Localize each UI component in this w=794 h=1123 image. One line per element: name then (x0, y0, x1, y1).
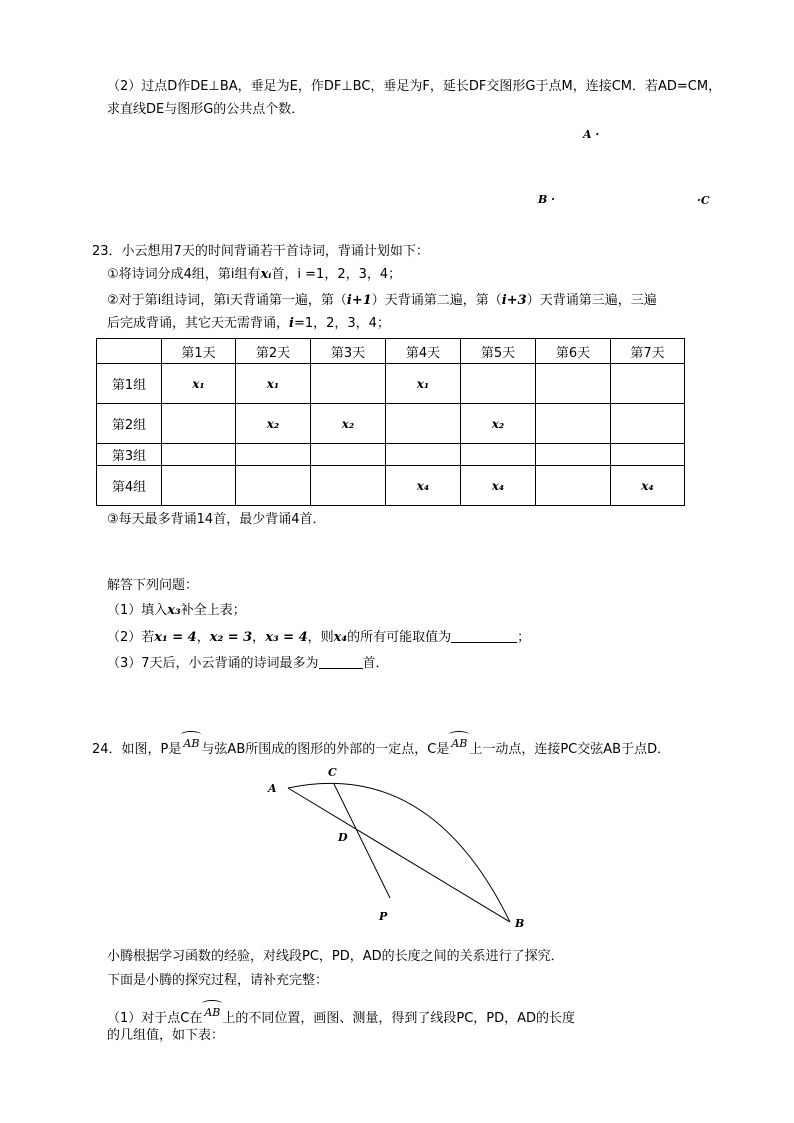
q23-rule1: ①将诗词分成4组，第i组有xᵢ首，i =1，2，3，4； (107, 267, 402, 282)
q24-intro: 24．如图，P是 AB 与弦AB所围成的图形的外部的一定点，C是 AB 上一动点，连接PC交弦AB于点D． (92, 737, 671, 757)
table-header-cell: 第4天 (386, 339, 461, 364)
table-row-label: 第1组 (97, 364, 162, 404)
arc-ab-symbol: AB (181, 735, 201, 753)
label-a: A (268, 782, 277, 795)
q22-point-c: ·C (697, 194, 710, 207)
arc-ab (288, 783, 510, 922)
table-row-label: 第2组 (97, 404, 162, 444)
q23-question2: （2）若x₁ = 4，x₂ = 3，x₃ = 4，则x₄的所有可能取值为 ； (107, 630, 531, 645)
label-b: B (515, 917, 525, 930)
label-p: P (379, 910, 388, 923)
table-header-cell: 第6天 (536, 339, 611, 364)
q23-question3: （3）7天后，小云背诵的诗词最多为 首． (107, 656, 389, 671)
table-cell: x₂ (236, 404, 311, 444)
label-c: C (328, 766, 337, 779)
q22-part2-line2: 求直线DE与图形G的公共点个数． (107, 102, 305, 117)
table-cell: x₄ (461, 466, 536, 506)
q23-rule1-var: xᵢ (260, 267, 272, 282)
table-cell: x₂ (311, 404, 386, 444)
q22-point-a: A · (583, 128, 600, 141)
table-header-cell: 第5天 (461, 339, 536, 364)
q24-para1: 小腾根据学习函数的经验，对线段PC，PD，AD的长度之间的关系进行了探究． (107, 949, 564, 964)
table-cell: x₄ (611, 466, 685, 506)
q23-question1: （1）填入x₃补全上表； (107, 603, 246, 618)
chord-ab (288, 788, 510, 922)
arc-ab-symbol: AB (202, 1004, 222, 1022)
table-cell: x₁ (162, 364, 236, 404)
table-cell: x₄ (386, 466, 461, 506)
q24-part1-line2: 的几组值，如下表： (107, 1028, 225, 1043)
table-header-cell: 第1天 (162, 339, 236, 364)
q24-part1: （1）对于点C在 AB 上的不同位置，画图、测量，得到了线段PC，PD，AD的长度 (107, 1006, 576, 1026)
table-cell: x₁ (386, 364, 461, 404)
table-row-label: 第3组 (97, 444, 162, 466)
q23-rule2-line2: 后完成背诵，其它天无需背诵，i=1，2，3，4； (107, 316, 390, 331)
q24-para2: 下面是小腾的探究过程，请补充完整： (107, 973, 329, 988)
table-row-label: 第4组 (97, 466, 162, 506)
table-cell: x₂ (461, 404, 536, 444)
q23-rule3: ③每天最多背诵14首，最少背诵4首． (107, 512, 326, 527)
label-d: D (338, 831, 348, 844)
table-header-cell: 第3天 (311, 339, 386, 364)
table-cell: x₁ (236, 364, 311, 404)
q23-rule2: ②对于第i组诗词，第i天背诵第一遍，第（i+1）天背诵第二遍，第（i+3）天背诵第三遍，三遍 (107, 293, 657, 308)
q22-point-b: B · (538, 193, 555, 206)
q23-questions-title: 解答下列问题： (107, 578, 199, 593)
arc-ab-symbol: AB (449, 735, 469, 753)
q23-intro: 23．小云想用7天的时间背诵若干首诗词，背诵计划如下： (92, 244, 429, 259)
table-header-cell: 第2天 (236, 339, 311, 364)
q22-part2-line1: （2）过点D作DE⊥BA，垂足为E，作DF⊥BC，垂足为F，延长DF交图形G于点M，连接CM．若AD=CM， (107, 79, 722, 94)
table-header-cell: 第7天 (611, 339, 685, 364)
